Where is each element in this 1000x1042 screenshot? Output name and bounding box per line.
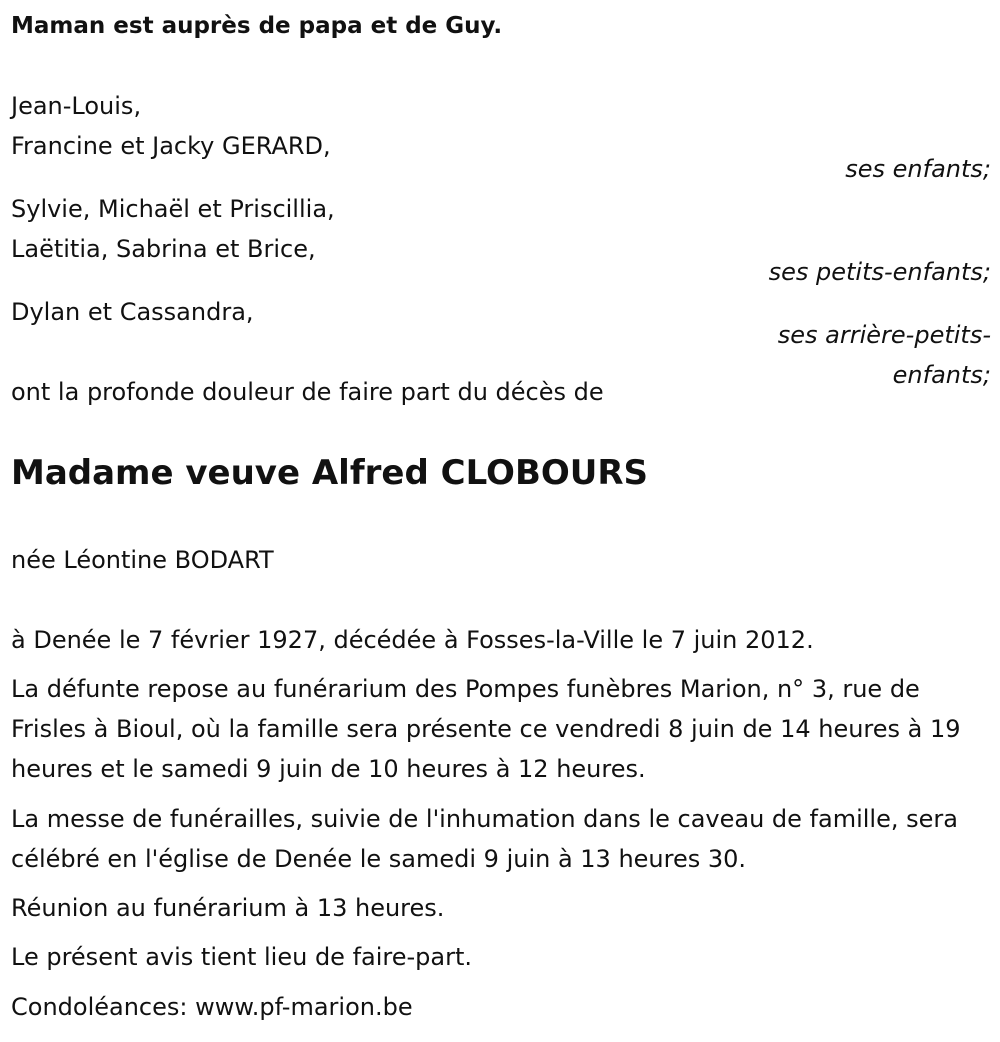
notice-paragraph: Le présent avis tient lieu de faire-part. — [11, 943, 473, 971]
grandchildren-line-2: Laëtitia, Sabrina et Brice, — [11, 235, 316, 263]
funeral-paragraph: La messe de funérailles, suivie de l'inhumation dans le caveau de famille, sera célébré en l'église de Denée le samedi 9 juin à 13 heures 30. — [11, 805, 958, 873]
condolences-paragraph: Condoléances: www.pf-marion.be — [11, 993, 413, 1021]
grandchildren-line-1: Sylvie, Michaël et Priscillia, — [11, 195, 335, 223]
birth-death-paragraph: à Denée le 7 février 1927, décédée à Fosses-la-Ville le 7 juin 2012. — [11, 626, 814, 654]
children-line-2: Francine et Jacky GERARD, — [11, 132, 331, 160]
children-role: ses enfants; — [845, 155, 991, 183]
reunion-paragraph: Réunion au funérarium à 13 heures. — [11, 894, 445, 922]
great-grandchildren-role-line-2: enfants; — [892, 361, 991, 389]
great-grandchildren-role-line-1: ses arrière-petits- — [777, 321, 991, 349]
announcement-text: ont la profonde douleur de faire part du décès de — [11, 378, 604, 406]
deceased-name: Madame veuve Alfred CLOBOURS — [11, 453, 649, 493]
maiden-name: née Léontine BODART — [11, 546, 274, 574]
children-line-1: Jean-Louis, — [11, 92, 142, 120]
grandchildren-role: ses petits-enfants; — [768, 258, 991, 286]
great-grandchildren-line: Dylan et Cassandra, — [11, 298, 254, 326]
headline: Maman est auprès de papa et de Guy. — [11, 13, 503, 39]
visitation-paragraph: La défunte repose au funérarium des Pompes funèbres Marion, n° 3, rue de Frisles à Bioul, où la famille sera présente ce vendredi 8 juin de 14 heures à 19 heures et le samedi 9 juin de 10 heures à 12 heures. — [11, 675, 961, 783]
